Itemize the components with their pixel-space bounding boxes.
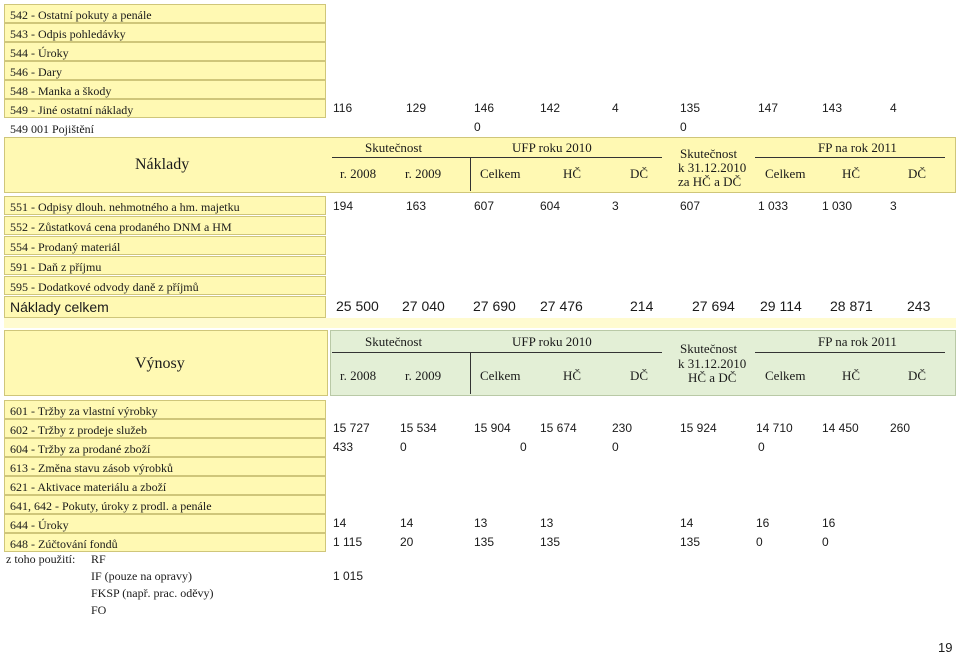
toho-if-value: 1 015 bbox=[333, 569, 364, 583]
header-skut-date: k 31.12.2010 bbox=[678, 160, 747, 175]
header-divider bbox=[470, 352, 471, 394]
vynosy-title: Výnosy bbox=[135, 355, 185, 372]
header-skut-k: Skutečnost bbox=[680, 146, 738, 161]
cell-skut: 135 bbox=[680, 101, 701, 115]
cell-fp-dc: 260 bbox=[890, 421, 911, 435]
cell-celkem: 13 bbox=[474, 516, 488, 530]
row-label: 602 - Tržby z prodeje služeb bbox=[4, 419, 326, 438]
cell-fp-celkem: 16 bbox=[756, 516, 770, 530]
header-fp-celkem: Celkem bbox=[765, 166, 806, 181]
row-label: 601 - Tržby za vlastní výrobky bbox=[4, 400, 326, 419]
cell-fp-celkem: 1 033 bbox=[758, 199, 789, 213]
cell-r2008: 15 727 bbox=[333, 421, 370, 435]
total-r2009: 27 040 bbox=[402, 298, 445, 314]
cell-hc: 604 bbox=[540, 199, 561, 213]
header-divider bbox=[470, 157, 471, 191]
header-fp-dc: DČ bbox=[908, 166, 927, 181]
header-divider bbox=[332, 157, 662, 158]
header-divider bbox=[332, 352, 662, 353]
header-skut-hcdc: HČ a DČ bbox=[688, 370, 737, 385]
header-skut-date: k 31.12.2010 bbox=[678, 356, 747, 371]
cell-fp-celkem: 14 710 bbox=[756, 421, 793, 435]
cell-r2009: 163 bbox=[406, 199, 427, 213]
cell-hc: 135 bbox=[540, 535, 561, 549]
cell-skut: 135 bbox=[680, 535, 701, 549]
row-label: 595 - Dodatkové odvody daně z příjmů bbox=[4, 276, 326, 295]
cell-skut: 14 bbox=[680, 516, 694, 530]
cell-r2008: 14 bbox=[333, 516, 347, 530]
cell-celkem: 0 bbox=[520, 440, 527, 454]
header-fp: FP na rok 2011 bbox=[818, 334, 897, 349]
cell-fp-dc: 4 bbox=[890, 101, 897, 115]
cell-hc: 142 bbox=[540, 101, 561, 115]
row-label: 542 - Ostatní pokuty a penále bbox=[4, 4, 326, 23]
toho-item: FO bbox=[91, 603, 107, 617]
header-hc: HČ bbox=[563, 368, 582, 383]
cell-celkem: 0 bbox=[474, 120, 481, 134]
total-dc: 214 bbox=[630, 298, 654, 314]
header-dc: DČ bbox=[630, 166, 649, 181]
total-label: Náklady celkem bbox=[4, 296, 326, 318]
cell-fp-celkem: 147 bbox=[758, 101, 779, 115]
cell-r2008: 433 bbox=[333, 440, 354, 454]
row-label: 552 - Zůstatková cena prodaného DNM a HM bbox=[4, 216, 326, 235]
row-label: 621 - Aktivace materiálu a zboží bbox=[4, 476, 326, 495]
total-hc: 27 476 bbox=[540, 298, 583, 314]
cell-r2008: 194 bbox=[333, 199, 354, 213]
header-skutecnost: Skutečnost bbox=[365, 334, 423, 349]
row-label: 551 - Odpisy dlouh. nehmotného a hm. majetku bbox=[4, 196, 326, 215]
header-dc: DČ bbox=[630, 368, 649, 383]
header-fp: FP na rok 2011 bbox=[818, 140, 897, 155]
cell-fp-hc: 143 bbox=[822, 101, 843, 115]
row-label: 641, 642 - Pokuty, úroky z prodl. a penále bbox=[4, 495, 326, 514]
cell-skut: 0 bbox=[680, 120, 687, 134]
row-label: 644 - Úroky bbox=[4, 514, 326, 533]
header-fp-hc: HČ bbox=[842, 368, 861, 383]
cell-r2009: 20 bbox=[400, 535, 414, 549]
toho-prefix: z toho použití: bbox=[6, 552, 76, 566]
cell-celkem: 15 904 bbox=[474, 421, 511, 435]
cell-dc: 0 bbox=[612, 440, 619, 454]
row-label: 546 - Dary bbox=[4, 61, 326, 80]
cell-dc: 4 bbox=[612, 101, 619, 115]
row-label: 554 - Prodaný materiál bbox=[4, 236, 326, 255]
header-skut-hcdc: za HČ a DČ bbox=[678, 174, 742, 189]
cell-r2009: 14 bbox=[400, 516, 414, 530]
header-r2009: r. 2009 bbox=[405, 368, 442, 383]
header-fp-celkem: Celkem bbox=[765, 368, 806, 383]
toho-item: IF (pouze na opravy) bbox=[91, 569, 192, 583]
cell-celkem: 135 bbox=[474, 535, 495, 549]
cell-fp-hc: 14 450 bbox=[822, 421, 859, 435]
cell-skut: 15 924 bbox=[680, 421, 717, 435]
row-label: 591 - Daň z příjmu bbox=[4, 256, 326, 275]
cell-r2008: 116 bbox=[333, 101, 353, 115]
cell-fp-dc: 3 bbox=[890, 199, 897, 213]
cell-r2009: 15 534 bbox=[400, 421, 437, 435]
row-label: 613 - Změna stavu zásob výrobků bbox=[4, 457, 326, 476]
cell-skut: 607 bbox=[680, 199, 701, 213]
cell-celkem: 146 bbox=[474, 101, 495, 115]
row-label: 544 - Úroky bbox=[4, 42, 326, 61]
header-celkem: Celkem bbox=[480, 368, 521, 383]
total-celkem: 27 690 bbox=[473, 298, 516, 314]
toho-item: FKSP (např. prac. oděvy) bbox=[91, 586, 214, 600]
header-ufp: UFP roku 2010 bbox=[512, 334, 592, 349]
total-fp-celkem: 29 114 bbox=[760, 298, 802, 314]
total-r2008: 25 500 bbox=[336, 298, 379, 314]
row-label: 549 - Jiné ostatní náklady bbox=[4, 99, 326, 118]
row-label: 549 001 Pojištění bbox=[4, 118, 326, 137]
naklady-title: Náklady bbox=[135, 156, 190, 173]
cell-r2008: 1 115 bbox=[333, 535, 363, 549]
row-label: 543 - Odpis pohledávky bbox=[4, 23, 326, 42]
toho-item: RF bbox=[91, 552, 106, 566]
header-divider bbox=[755, 157, 945, 158]
header-fp-dc: DČ bbox=[908, 368, 927, 383]
cell-fp-hc: 16 bbox=[822, 516, 836, 530]
cell-fp-hc: 0 bbox=[822, 535, 829, 549]
header-skut-k: Skutečnost bbox=[680, 341, 738, 356]
header-r2008: r. 2008 bbox=[340, 368, 377, 383]
row-label: 604 - Tržby za prodané zboží bbox=[4, 438, 326, 457]
header-ufp: UFP roku 2010 bbox=[512, 140, 592, 155]
cell-fp-celkem: 0 bbox=[758, 440, 765, 454]
row-label: 548 - Manka a škody bbox=[4, 80, 326, 99]
cell-fp-hc: 1 030 bbox=[822, 199, 853, 213]
cell-hc: 13 bbox=[540, 516, 554, 530]
total-skut: 27 694 bbox=[692, 298, 735, 314]
cell-hc: 15 674 bbox=[540, 421, 577, 435]
cell-fp-celkem: 0 bbox=[756, 535, 763, 549]
row-label: 648 - Zúčtování fondů bbox=[4, 533, 326, 552]
total-fp-hc: 28 871 bbox=[830, 298, 873, 314]
cell-r2009: 129 bbox=[406, 101, 427, 115]
header-r2008: r. 2008 bbox=[340, 166, 377, 181]
page-number: 19 bbox=[938, 640, 953, 655]
cell-dc: 230 bbox=[612, 421, 633, 435]
header-hc: HČ bbox=[563, 166, 582, 181]
cell-dc: 3 bbox=[612, 199, 619, 213]
total-fp-dc: 243 bbox=[907, 298, 931, 314]
cell-r2009: 0 bbox=[400, 440, 407, 454]
header-fp-hc: HČ bbox=[842, 166, 861, 181]
header-r2009: r. 2009 bbox=[405, 166, 442, 181]
header-divider bbox=[755, 352, 945, 353]
header-skutecnost: Skutečnost bbox=[365, 140, 423, 155]
separator bbox=[4, 318, 956, 328]
header-celkem: Celkem bbox=[480, 166, 521, 181]
cell-celkem: 607 bbox=[474, 199, 495, 213]
